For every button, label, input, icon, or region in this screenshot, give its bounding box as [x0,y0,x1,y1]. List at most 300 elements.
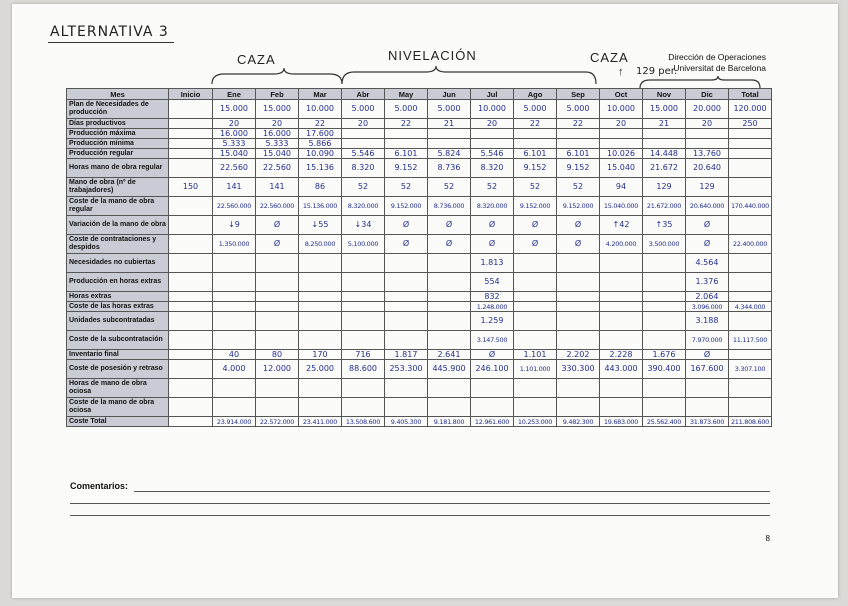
table-cell [213,273,256,292]
table-row [67,292,772,302]
table-cell [385,331,428,350]
table-cell [600,331,643,350]
row-label: Coste Total [67,417,169,427]
table-cell: 445.900 [428,360,471,379]
table-cell: 80 [256,350,299,360]
table-cell: 5.100.000 [342,235,385,254]
table-cell [169,119,213,129]
table-cell: 15.040 [213,149,256,159]
row-label: Coste de contrataciones y despidos [67,235,169,254]
table-cell [169,398,213,417]
table-cell: 1.376 [686,273,729,292]
column-header: Ene [213,89,256,100]
table-cell [729,129,772,139]
table-cell [729,398,772,417]
table-cell: 52 [471,178,514,197]
table-cell: 7.970.000 [686,331,729,350]
table-cell [342,302,385,312]
table-cell: 11.117.500 [729,331,772,350]
table-cell: 10.000 [471,100,514,119]
table-cell: 8.736 [428,159,471,178]
table-cell: 19.683.000 [600,417,643,427]
table-cell: 253.300 [385,360,428,379]
table-cell: 15.000 [643,100,686,119]
table-cell: 1.248.000 [471,302,514,312]
table-cell: 2.064 [686,292,729,302]
table-cell: 15.136 [299,159,342,178]
table-cell [213,398,256,417]
table-cell [169,350,213,360]
table-cell [256,312,299,331]
alternative-title: ALTERNATIVA 3 [50,24,169,40]
table-cell: 120.000 [729,100,772,119]
table-cell: 9.152.000 [557,197,600,216]
table-cell [256,398,299,417]
table-cell: 170 [299,350,342,360]
table-cell [428,302,471,312]
table-cell: 88.600 [342,360,385,379]
table-cell [428,398,471,417]
table-cell: 1.259 [471,312,514,331]
table-cell [557,273,600,292]
table-cell: 4.564 [686,254,729,273]
table-cell: 13.760 [686,149,729,159]
table-cell [600,129,643,139]
table-cell: 10.000 [600,100,643,119]
table-cell [169,235,213,254]
table-cell [729,159,772,178]
column-header: Oct [600,89,643,100]
table-cell [385,398,428,417]
table-cell [169,331,213,350]
table-cell: 20 [256,119,299,129]
table-cell: 1.813 [471,254,514,273]
table-cell: 8.320 [471,159,514,178]
table-cell [428,331,471,350]
table-cell: 9.152 [385,159,428,178]
table-cell [643,379,686,398]
table-cell [686,379,729,398]
row-label: Variación de la mano de obra [67,216,169,235]
table-cell: 2.228 [600,350,643,360]
table-cell [729,178,772,197]
row-label: Producción en horas extras [67,273,169,292]
phase-label-caza-1: CAZA [237,52,276,67]
table-cell: 141 [213,178,256,197]
table-cell [600,273,643,292]
table-cell [686,139,729,149]
table-cell [514,331,557,350]
table-cell [299,379,342,398]
table-cell: Ø [385,235,428,254]
table-cell: 12.961.600 [471,417,514,427]
table-cell [342,129,385,139]
table-cell: 5.333 [213,139,256,149]
table-cell [514,292,557,302]
table-cell: 9.152.000 [514,197,557,216]
table-cell [428,254,471,273]
row-label: Producción regular [67,149,169,159]
row-label: Mano de obra (nº de trabajadores) [67,178,169,197]
table-cell: 23.411.000 [299,417,342,427]
table-row [67,178,772,197]
table-cell [169,149,213,159]
table-cell: ↑35 [643,216,686,235]
table-cell [428,379,471,398]
table-cell [428,139,471,149]
phase-braces [12,4,838,94]
table-row [67,149,772,159]
table-cell [600,398,643,417]
table-cell: ↑42 [600,216,643,235]
table-cell [169,312,213,331]
table-cell [471,139,514,149]
table-cell: 15.040 [600,159,643,178]
table-cell [600,312,643,331]
table-cell [342,292,385,302]
institution-line-2: Universitat de Barcelona [673,63,766,73]
table-row [67,129,772,139]
table-cell [643,312,686,331]
table-row [67,159,772,178]
table-cell [600,302,643,312]
table-cell: 10.090 [299,149,342,159]
column-header: Inicio [169,89,213,100]
table-cell [213,379,256,398]
table-cell: 141 [256,178,299,197]
table-cell: Ø [686,216,729,235]
table-cell: 3.500.000 [643,235,686,254]
table-cell [514,273,557,292]
table-cell: 8.736.000 [428,197,471,216]
table-cell: 1.101.000 [514,360,557,379]
phase-label-caza-2: CAZA [590,50,629,65]
table-cell [514,129,557,139]
table-cell: Ø [471,216,514,235]
row-label: Coste de la mano de obra ociosa [67,398,169,417]
table-cell [169,216,213,235]
table-cell: 6.101 [514,149,557,159]
table-row [67,302,772,312]
table-cell [557,331,600,350]
table-row [67,312,772,331]
table-cell [169,197,213,216]
table-cell: 22.572.000 [256,417,299,427]
table-row [67,254,772,273]
table-header-row [67,89,772,100]
table-cell [213,331,256,350]
row-label: Unidades subcontratadas [67,312,169,331]
table-cell: 10.026 [600,149,643,159]
table-cell: Ø [385,216,428,235]
table-row [67,360,772,379]
table-cell: 21 [428,119,471,129]
comments-label: Comentarios: [70,481,129,491]
table-row [67,331,772,350]
column-header: Ago [514,89,557,100]
table-cell: 94 [600,178,643,197]
table-cell: 16.000 [213,129,256,139]
table-cell: 22.560 [213,159,256,178]
table-cell: 21 [643,119,686,129]
table-cell [643,331,686,350]
table-cell: 6.101 [385,149,428,159]
table-cell: Ø [557,216,600,235]
table-cell [256,331,299,350]
table-cell [385,312,428,331]
table-cell: 129 [643,178,686,197]
table-cell: 832 [471,292,514,302]
table-cell [385,139,428,149]
table-cell [600,379,643,398]
column-header: Jun [428,89,471,100]
column-header: Dic [686,89,729,100]
table-cell [643,139,686,149]
table-cell: 20.000 [686,100,729,119]
table-cell: 9.152.000 [385,197,428,216]
table-cell: 16.000 [256,129,299,139]
table-cell [643,302,686,312]
table-cell [169,254,213,273]
table-cell: 390.400 [643,360,686,379]
table-cell [342,254,385,273]
table-cell: 3.188 [686,312,729,331]
table-cell [256,254,299,273]
table-cell: 15.040 [256,149,299,159]
table-cell [557,302,600,312]
table-row [67,197,772,216]
table-row [67,273,772,292]
table-cell [299,312,342,331]
table-cell: 5.000 [385,100,428,119]
table-cell: 330.300 [557,360,600,379]
table-cell [299,254,342,273]
institution-line-1: Dirección de Operaciones [668,52,766,62]
table-cell: 9.152 [514,159,557,178]
table-cell: 52 [385,178,428,197]
table-cell: ↓34 [342,216,385,235]
table-cell [299,331,342,350]
table-cell [385,292,428,302]
table-cell: 22 [385,119,428,129]
table-row [67,100,772,119]
table-cell [342,379,385,398]
table-cell: 250 [729,119,772,129]
row-label: Horas extras [67,292,169,302]
table-cell [169,139,213,149]
table-cell: 5.333 [256,139,299,149]
table-cell [557,312,600,331]
table-cell: Ø [686,235,729,254]
table-cell: 129 [686,178,729,197]
table-cell [729,149,772,159]
table-cell: 25.562.400 [643,417,686,427]
row-label: Necesidades no cubiertas [67,254,169,273]
table-cell: 22.560.000 [256,197,299,216]
table-cell: 150 [169,178,213,197]
table-cell: 17.600 [299,129,342,139]
table-cell [256,273,299,292]
column-header: Sep [557,89,600,100]
column-header: Nov [643,89,686,100]
row-label: Coste de posesión y retraso [67,360,169,379]
period-note: 129 per. [636,66,678,77]
column-header: Jul [471,89,514,100]
table-row [67,119,772,129]
table-cell [169,292,213,302]
column-header: Abr [342,89,385,100]
up-arrow-icon: ↑ [618,66,624,78]
table-cell [299,292,342,302]
table-row [67,350,772,360]
comments-line-2 [70,503,770,504]
table-cell: 8.250.000 [299,235,342,254]
table-cell [385,379,428,398]
table-cell [729,216,772,235]
table-cell: 170.440.000 [729,197,772,216]
table-cell [169,417,213,427]
table-cell: ↓9 [213,216,256,235]
column-header: Mar [299,89,342,100]
table-cell [385,129,428,139]
table-cell: 22.560 [256,159,299,178]
table-cell [299,273,342,292]
table-cell [643,254,686,273]
document-page [12,4,838,598]
table-cell: 5.000 [342,100,385,119]
table-cell: 13.508.600 [342,417,385,427]
table-cell: 246.100 [471,360,514,379]
table-cell: 8.320.000 [471,197,514,216]
table-cell [514,302,557,312]
table-cell [729,254,772,273]
table-cell [169,129,213,139]
comments-line-3 [70,515,770,516]
table-cell [600,254,643,273]
table-row [67,235,772,254]
table-cell: 3.147.500 [471,331,514,350]
table-cell [256,379,299,398]
table-cell [643,129,686,139]
table-cell [299,398,342,417]
table-cell [471,398,514,417]
table-cell [213,254,256,273]
table-cell: 211.808.600 [729,417,772,427]
table-cell: Ø [428,235,471,254]
page-number: 8 [765,534,770,543]
table-cell [557,139,600,149]
table-cell: 20 [471,119,514,129]
table-cell: 5.000 [514,100,557,119]
table-cell [256,302,299,312]
column-header: Feb [256,89,299,100]
table-cell [686,398,729,417]
table-cell [514,379,557,398]
table-cell [385,302,428,312]
table-cell [342,331,385,350]
table-row [67,417,772,427]
table-cell [600,139,643,149]
table-cell: 9.152 [557,159,600,178]
table-cell: 22 [514,119,557,129]
phase-label-nivelacion: NIVELACIÓN [388,48,477,63]
table-cell [428,129,471,139]
table-cell [342,139,385,149]
table-cell [514,139,557,149]
table-cell: 10.000 [299,100,342,119]
table-cell [557,398,600,417]
table-cell [514,254,557,273]
row-label: Coste de la subcontratación [67,331,169,350]
table-cell: 10.253.000 [514,417,557,427]
row-label: Coste de las horas extras [67,302,169,312]
table-cell: 1.350.000 [213,235,256,254]
table-row [67,379,772,398]
table-cell: 3.307.100 [729,360,772,379]
table-cell: 167.600 [686,360,729,379]
table-cell [169,159,213,178]
table-cell: 20 [342,119,385,129]
table-cell [471,379,514,398]
table-cell: 4.200.000 [600,235,643,254]
table-cell: ↓55 [299,216,342,235]
table-cell: 5.000 [557,100,600,119]
table-cell: 15.136.000 [299,197,342,216]
table-cell [428,292,471,302]
table-cell: 22 [299,119,342,129]
table-cell: 9.482.300 [557,417,600,427]
table-cell: 443.000 [600,360,643,379]
table-cell: 1.101 [514,350,557,360]
table-cell [557,292,600,302]
table-cell [686,129,729,139]
table-cell [213,302,256,312]
table-cell [643,292,686,302]
row-label: Coste de la mano de obra regular [67,197,169,216]
table-cell [169,273,213,292]
table-cell [256,292,299,302]
table-cell [514,398,557,417]
table-cell [514,312,557,331]
table-row [67,216,772,235]
table-cell: 6.101 [557,149,600,159]
table-cell [557,379,600,398]
table-cell: 20.640.000 [686,197,729,216]
table-cell: Ø [471,350,514,360]
table-cell: 5.866 [299,139,342,149]
table-cell: 2.641 [428,350,471,360]
row-label: Producción mínima [67,139,169,149]
table-cell [729,273,772,292]
table-cell: 14.448 [643,149,686,159]
table-cell: 8.320.000 [342,197,385,216]
table-cell: 40 [213,350,256,360]
table-cell: 1.676 [643,350,686,360]
table-cell: 52 [428,178,471,197]
column-header: Mes [67,89,169,100]
row-label: Inventario final [67,350,169,360]
table-cell: Ø [514,235,557,254]
row-label: Horas de mano de obra ociosa [67,379,169,398]
table-cell: 25.000 [299,360,342,379]
table-cell: 4.000 [213,360,256,379]
table-cell [169,100,213,119]
table-cell: 8.320 [342,159,385,178]
table-cell: 86 [299,178,342,197]
table-cell: 15.040.000 [600,197,643,216]
table-cell [213,292,256,302]
table-cell: 5.546 [342,149,385,159]
